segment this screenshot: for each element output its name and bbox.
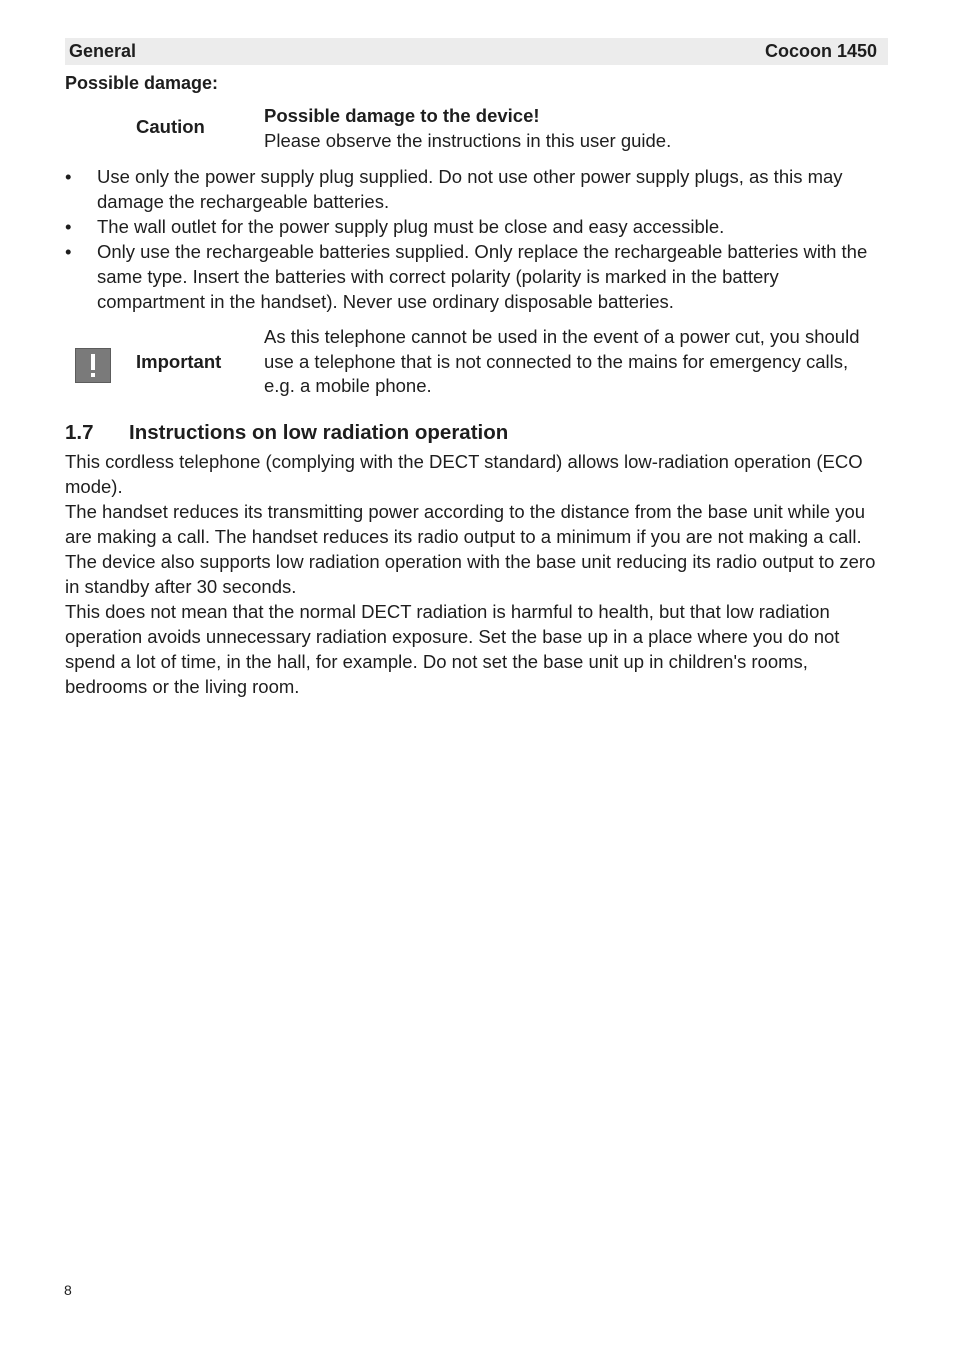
paragraph: The handset reduces its transmitting power according to the distance from the base unit while you are making a call. The handset reduces its radio output to a minimum if you are not making a call. (65, 501, 866, 547)
page-number: 8 (64, 1282, 72, 1298)
exclamation-icon (75, 348, 111, 383)
section-number: 1.7 (65, 421, 94, 444)
safety-bullet-list (65, 164, 888, 314)
paragraph: This cordless telephone (complying with the DECT standard) allows low-radiation operation (ECO mode). (65, 451, 863, 497)
list-item-text: Use only the power supply plug supplied. Do not use other power supply plugs, as this may damage the rechargeable batteries. (97, 166, 843, 212)
section-body (65, 449, 888, 699)
caution-title: Possible damage to the device! (264, 105, 540, 126)
caution-notice (264, 103, 884, 153)
header-product-name: Cocoon 1450 (764, 41, 877, 61)
caution-text: Please observe the instructions in this user guide. (264, 130, 672, 151)
caution-label: Caution (136, 116, 205, 137)
important-label: Important (136, 351, 222, 372)
bullet-marker: • (65, 216, 72, 237)
page-header (65, 38, 888, 65)
bullet-marker: • (65, 241, 72, 262)
paragraph: The device also supports low radiation operation with the base unit reducing its radio output to zero in standby after 30 seconds. (65, 551, 876, 597)
list-item-text: Only use the rechargeable batteries supplied. Only replace the rechargeable batteries with the same type. Insert the batteries with correct polarity (polarity is marked in the battery compartment in the handset). Never use ordinary disposable batteries. (97, 241, 868, 312)
list-item (65, 214, 888, 239)
header-section-title: General (69, 41, 137, 61)
section-heading (65, 420, 508, 445)
section-title: Instructions on low radiation operation (129, 421, 509, 444)
possible-damage-heading: Possible damage: (65, 73, 219, 93)
important-text: As this telephone cannot be used in the event of a power cut, you should use a telephone that is not connected to the mains for emergency calls, e.g. a mobile phone. (264, 326, 860, 396)
list-item (65, 164, 888, 214)
list-item (65, 239, 888, 314)
bullet-marker: • (65, 166, 72, 187)
list-item-text: The wall outlet for the power supply plug must be close and easy accessible. (97, 216, 725, 237)
paragraph: This does not mean that the normal DECT radiation is harmful to health, but that low radiation operation avoids unnecessary radiation exposure. Set the base up in a place where you do not spend a lot of time, in the hall, for example. Do not set the base unit up in children's rooms, bedrooms or the living room. (65, 601, 840, 697)
